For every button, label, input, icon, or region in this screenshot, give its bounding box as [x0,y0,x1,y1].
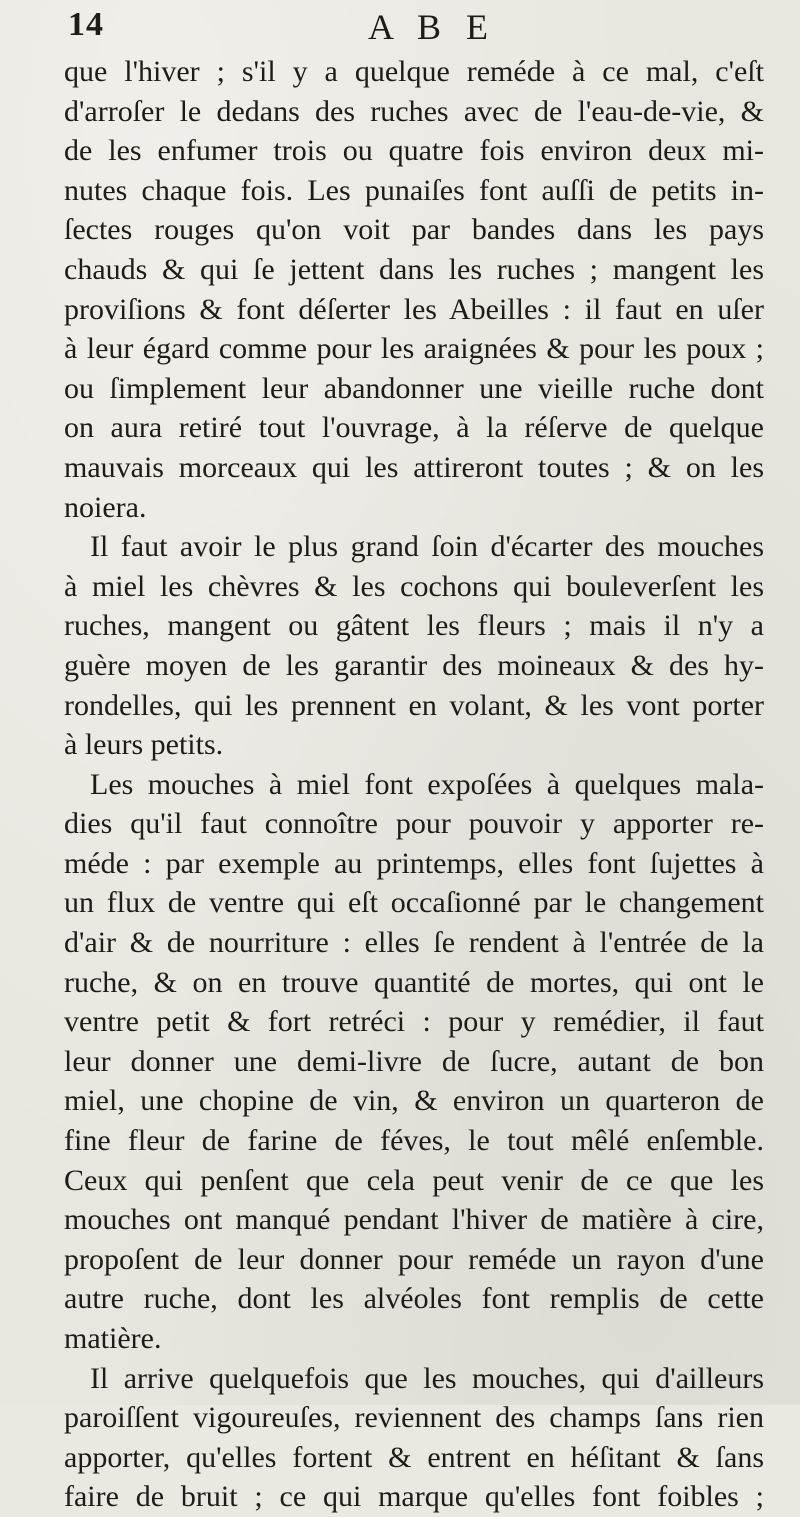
text-line: mouches ont manqué pendant l'hiver de matière à cire, [64,1203,764,1237]
text-line: dies qu'il faut connoître pour pouvoir y apporter re- [64,807,764,841]
text-line: ventre petit & fort retréci : pour y remédier, il faut [64,1005,764,1039]
text-line: d'arroſer le dedans des ruches avec de l'eau-de-vie, & [64,94,764,128]
text-line: autre ruche, dont les alvéoles font remplis de cette [64,1282,764,1316]
paragraph-first-line: Il faut avoir le plus grand ſoin d'écarter des mouches [90,530,764,564]
body-text [64,52,764,1517]
text-line: ruches, mangent ou gâtent les fleurs ; mais il n'y a [64,609,764,643]
text-line: que l'hiver ; s'il y a quelque reméde à ce mal, c'eſt [64,55,764,88]
text-line: paroiſſent vigoureuſes, reviennent des champs ſans rien [64,1401,764,1435]
text-line: de les enfumer trois ou quatre fois environ deux mi- [64,134,764,168]
text-line: faire de bruit ; ce qui marque qu'elles font foibles ; [64,1480,764,1514]
text-line: chauds & qui ſe jettent dans les ruches ; mangent les [64,252,764,286]
text-line: proviſions & font déſerter les Abeilles : il faut en uſer [64,292,764,326]
text-line: rondelles, qui les prennent en volant, & les vont porter [64,688,764,722]
text-line: ou ſimplement leur abandonner une vieille ruche dont [64,371,764,405]
text-line: à leur égard comme pour les araignées & pour les poux ; [64,332,764,366]
text-line: matière. [64,1322,162,1355]
page-number: 14 [68,6,104,43]
text-line: nutes chaque fois. Les punaiſes font auſſi de petits in- [64,173,764,207]
text-line: guère moyen de les garantir des moineaux & des hy- [64,648,764,682]
text-line: propoſent de leur donner pour reméde un rayon d'une [64,1242,764,1276]
text-line: leur donner une demi-livre de ſucre, autant de bon [64,1044,764,1078]
text-line: on aura retiré tout l'ouvrage, à la réſerve de quelque [64,411,764,445]
text-line: à miel les chèvres & les cochons qui bouleverſent les [64,569,764,603]
text-line: d'air & de nourriture : elles ſe rendent à l'entrée de la [64,926,764,960]
text-line: apporter, qu'elles fortent & entrent en héſitant & ſans [64,1440,764,1474]
text-line: ruche, & on en trouve quantité de mortes, qui ont le [64,965,764,999]
running-head: A B E [368,7,497,47]
text-line: un flux de ventre qui eſt occaſionné par le changement [64,886,764,920]
page-header [68,4,748,50]
text-line: fine fleur de farine de féves, le tout mêlé enſemble. [64,1124,764,1158]
text-line: mauvais morceaux qui les attireront toutes ; & on les [64,450,764,484]
text-line: à leurs petits. [64,728,224,762]
text-line: Ceux qui penſent que cela peut venir de ce que les [64,1163,764,1197]
text-line: miel, une chopine de vin, & environ un quarteron de [64,1084,764,1118]
text-line: ſectes rouges qu'on voit par bandes dans les pays [64,213,764,247]
text-line: noiera. [64,490,147,524]
paragraph-first-line: Les mouches à miel font expoſées à quelques mala- [90,767,764,801]
text-line: méde : par exemple au printemps, elles font ſujettes à [64,846,764,880]
paragraph-first-line: Il arrive quelquefois que les mouches, qui d'ailleurs [90,1361,764,1395]
